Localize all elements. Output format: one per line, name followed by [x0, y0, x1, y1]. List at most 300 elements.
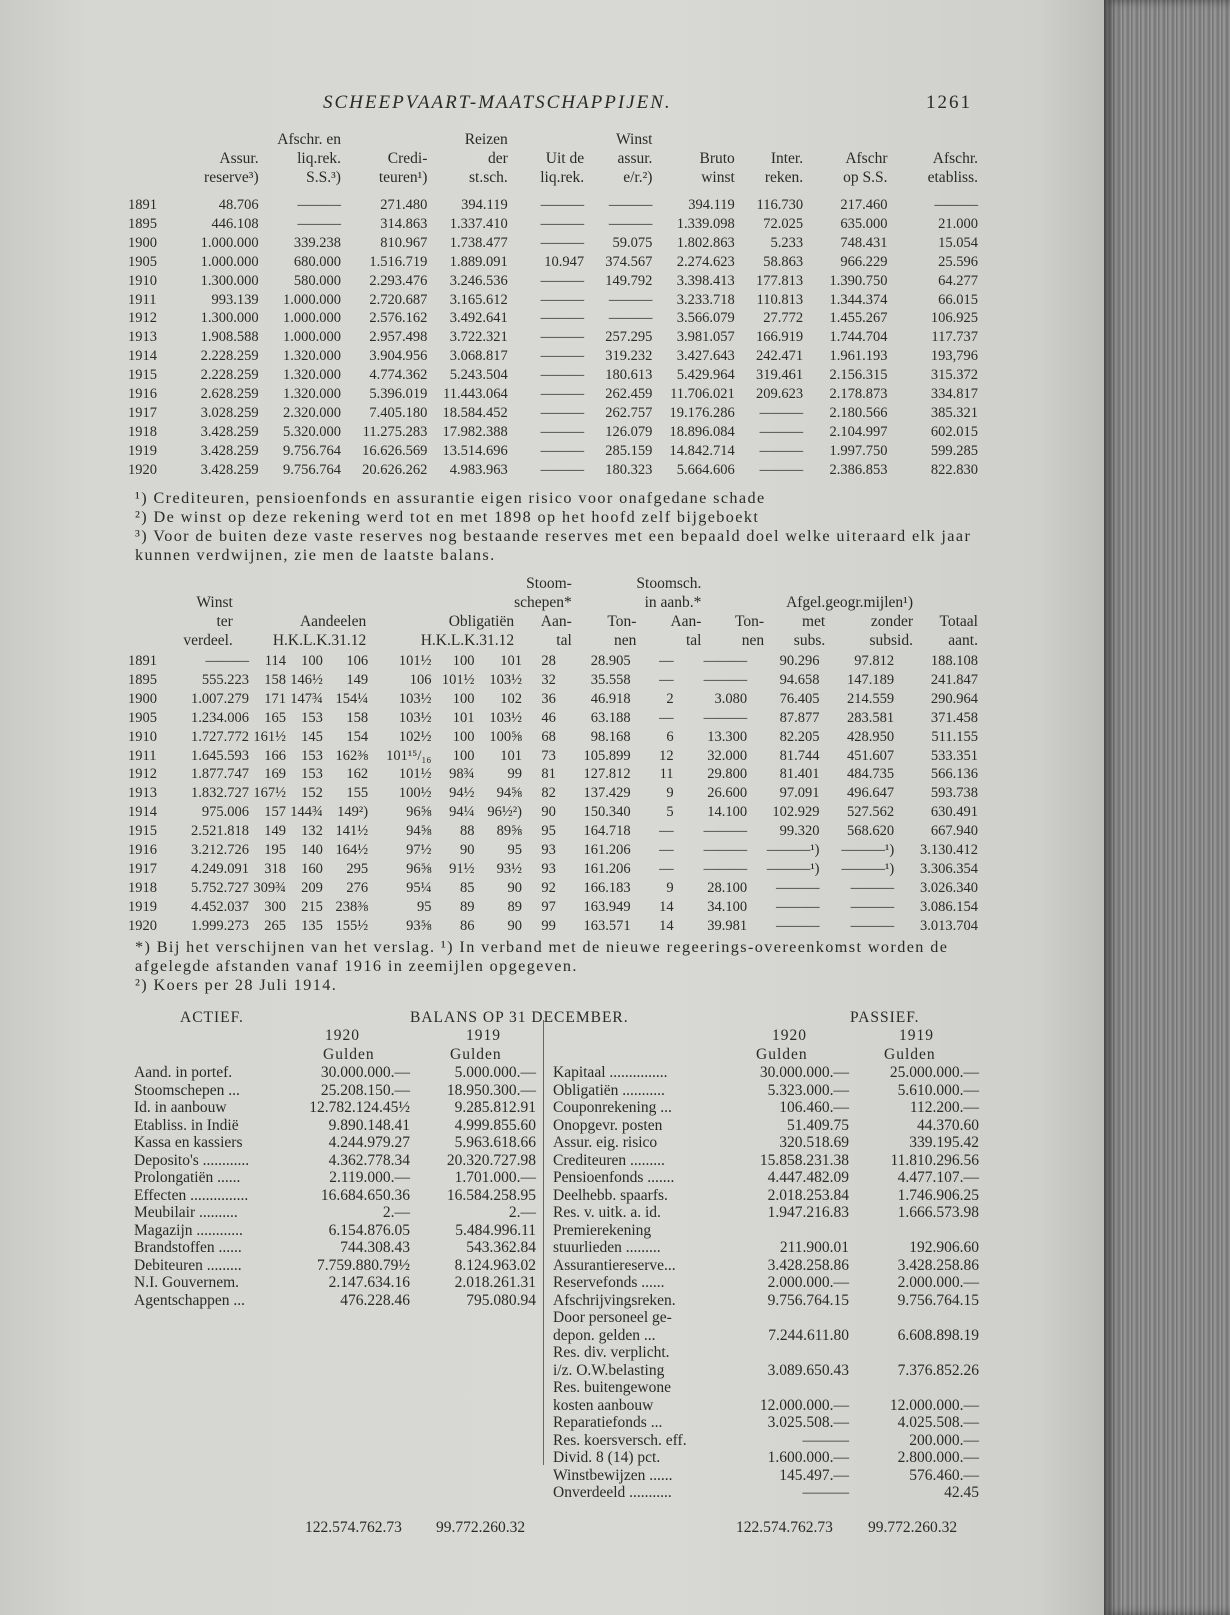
- balance-item-label: Kapitaal ...............: [553, 1064, 668, 1081]
- value-cell: —: [659, 823, 674, 840]
- balance-item-value: 11.810.296.56: [890, 1151, 979, 1169]
- value-cell: 46: [541, 709, 556, 726]
- header-cell: Totaal: [939, 613, 978, 630]
- value-cell: 102: [500, 690, 522, 707]
- balance-row: [134, 1152, 536, 1170]
- value-cell: 97.091: [779, 785, 820, 802]
- value-cell: 2.320.000: [282, 404, 341, 421]
- value-cell: 1.000.000: [200, 253, 259, 270]
- value-cell: 58.863: [763, 253, 804, 270]
- value-cell: 3.306.354: [920, 860, 978, 877]
- value-cell: 73: [541, 747, 556, 764]
- value-cell: 103½: [398, 709, 432, 726]
- value-cell: 101: [452, 709, 475, 726]
- value-cell: 3.233.718: [676, 291, 735, 308]
- value-cell: 144¾: [290, 804, 323, 821]
- table-row: [128, 690, 978, 709]
- value-cell: ———: [540, 215, 585, 232]
- balance-item-label: Magazijn ............: [134, 1221, 243, 1239]
- value-cell: 95: [541, 823, 556, 840]
- value-cell: 9.756.764: [282, 461, 341, 478]
- balance-item-label: Crediteuren .........: [553, 1151, 665, 1169]
- value-cell: 155: [346, 785, 369, 802]
- balance-item-value: 106.460.—: [779, 1099, 849, 1116]
- header-cell: reken.: [764, 169, 804, 186]
- value-cell: 99: [541, 917, 556, 934]
- value-cell: 3.212.726: [191, 842, 250, 859]
- value-cell: 1.320.000: [282, 348, 341, 365]
- balance-item-value: 339.195.42: [909, 1134, 979, 1151]
- year-cell: 1914: [128, 348, 157, 365]
- value-cell: 154¼: [335, 690, 369, 707]
- header-cell: Afgel.: [786, 594, 826, 611]
- value-cell: 1.337.410: [449, 215, 508, 232]
- header-cell: H.K.L.K.31.12: [272, 632, 367, 649]
- value-cell: 215: [301, 898, 323, 915]
- header-cell: met: [802, 613, 826, 630]
- year-cell: 1913: [128, 785, 157, 802]
- header-cell: nen: [614, 632, 637, 649]
- balance-item-label: Divid. 8 (14) pct.: [553, 1449, 661, 1466]
- balance-item-value: 4.999.855.60: [454, 1116, 536, 1134]
- balance-item-value: 6.154.876.05: [328, 1221, 410, 1239]
- value-cell: 4.983.963: [449, 461, 508, 478]
- header-cell: S.S.³): [306, 169, 341, 186]
- value-cell: 89: [507, 898, 522, 915]
- balance-row: [553, 1099, 979, 1117]
- value-cell: 1.300.000: [200, 310, 259, 327]
- value-cell: 385.321: [930, 404, 978, 421]
- balance-item-value: [733, 1379, 849, 1397]
- balance-row: [134, 1239, 536, 1257]
- balance-item-value: 7.244.611.80: [768, 1326, 849, 1344]
- value-cell: 34.100: [707, 898, 748, 915]
- value-cell: 1.344.374: [829, 291, 888, 308]
- value-cell: 2.228.259: [200, 367, 259, 384]
- value-cell: 14: [659, 917, 674, 934]
- value-cell: ———: [540, 329, 585, 346]
- table-row: [128, 709, 978, 728]
- value-cell: 4.249.091: [191, 860, 250, 877]
- value-cell: 318: [264, 860, 286, 877]
- value-cell: ———: [540, 386, 585, 403]
- value-cell: 680.000: [293, 253, 341, 270]
- table-row: [128, 917, 978, 936]
- year-cell: 1911: [128, 747, 157, 764]
- balance-item-value: 12.000.000.—: [759, 1396, 849, 1414]
- year-cell: 1900: [128, 234, 157, 251]
- value-cell: ———: [540, 442, 585, 459]
- value-cell: 26.600: [707, 785, 748, 802]
- value-cell: 149²): [337, 804, 369, 821]
- balance-row: [553, 1449, 979, 1467]
- value-cell: 262.459: [605, 386, 653, 403]
- value-cell: 91½: [449, 860, 475, 877]
- value-cell: 20.626.262: [362, 461, 428, 478]
- total-passief-1919: 99.772.260.32: [868, 1519, 958, 1536]
- value-cell: 975.006: [201, 804, 250, 821]
- value-cell: 153: [301, 709, 323, 726]
- table2-header: [128, 574, 978, 650]
- value-cell: 28.100: [707, 879, 748, 896]
- footnote: *) Bij het verschijnen van het verslag. ¹) In verband met de nieuwe regeerings-overeenkomst worden de afgelegde afstanden vanaf 1916 in zeemijlen opgegeven.: [135, 938, 949, 975]
- balance-item-value: 12.782.124.45½: [309, 1099, 410, 1116]
- balance-row: [553, 1152, 979, 1170]
- value-cell: 3.026.340: [920, 879, 978, 896]
- value-cell: 193,796: [930, 348, 978, 365]
- value-cell: 25.596: [938, 253, 978, 270]
- actief-unit-1920: Gulden: [323, 1046, 375, 1063]
- value-cell: ———: [703, 823, 748, 840]
- page-number: 1261: [926, 92, 972, 113]
- balance-item-label: Assur. eig. risico: [553, 1134, 658, 1151]
- value-cell: 16.626.569: [362, 442, 428, 459]
- balance-item-value: 192.906.60: [909, 1239, 979, 1256]
- value-cell: 214.559: [847, 690, 895, 707]
- header-cell: [913, 574, 978, 593]
- passief-unit-1919: Gulden: [884, 1046, 936, 1063]
- value-cell: 265: [264, 917, 286, 934]
- header-cell: Reizen: [464, 131, 508, 148]
- table-row: [128, 196, 978, 215]
- value-cell: 82: [541, 785, 556, 802]
- value-cell: 177.813: [755, 272, 804, 289]
- table1-footnotes: [135, 489, 975, 565]
- balance-item-value: 200.000.—: [909, 1431, 979, 1449]
- value-cell: 1.455.267: [829, 310, 888, 327]
- footnote: ²) De winst op deze rekening werd tot en met 1898 op het hoofd zelf bijgeboekt: [135, 508, 760, 526]
- year-cell: 1891: [128, 653, 157, 669]
- balance-title: BALANS OP 31 DECEMBER.: [410, 1009, 629, 1026]
- value-cell: 2.293.476: [369, 272, 428, 289]
- value-cell: 290.964: [930, 690, 978, 707]
- value-cell: 3.428.259: [200, 442, 259, 459]
- header-cell: Afschr. en: [277, 131, 341, 148]
- header-cell: geogr.mijlen¹): [825, 594, 913, 611]
- value-cell: 94¼: [449, 804, 475, 821]
- value-cell: 94½: [449, 785, 475, 802]
- value-cell: 496.647: [847, 785, 895, 802]
- balance-item-value: 2.147.634.16: [328, 1274, 410, 1291]
- value-cell: 110.813: [756, 291, 804, 308]
- balance-row: [134, 1292, 536, 1310]
- balance-item-label: Res. koersversch. eff.: [553, 1431, 687, 1449]
- header-cell: liq.rek.: [540, 169, 585, 186]
- balance-item-value: 5.323.000.—: [767, 1081, 849, 1099]
- value-cell: 3.130.412: [920, 842, 978, 859]
- header-cell: Afschr.: [932, 150, 978, 167]
- value-cell: 76.405: [779, 690, 820, 707]
- header-cell: ter: [216, 613, 233, 630]
- header-cell: subs.: [793, 632, 826, 649]
- year-cell: 1915: [128, 823, 157, 840]
- balance-item-value: [733, 1344, 849, 1362]
- value-cell: 158: [264, 671, 286, 688]
- table1-financials: [128, 196, 978, 480]
- value-cell: 2.957.498: [369, 329, 428, 346]
- passief-unit-1920: Gulden: [756, 1046, 808, 1063]
- value-cell: 810.967: [380, 234, 428, 251]
- value-cell: 319.461: [755, 367, 804, 384]
- balance-item-label: Premierekening: [553, 1221, 652, 1239]
- value-cell: ———: [608, 215, 653, 232]
- value-cell: 97½: [406, 842, 432, 859]
- balance-row: [553, 1467, 979, 1485]
- table-row: [128, 671, 978, 690]
- value-cell: 276: [346, 879, 369, 896]
- value-cell: 2.178.873: [829, 386, 888, 403]
- value-cell: 1.000.000: [200, 234, 259, 251]
- value-cell: 1.339.098: [676, 215, 735, 232]
- value-cell: 2.386.853: [829, 461, 888, 478]
- balance-item-label: Onopgevr. posten: [553, 1116, 663, 1134]
- value-cell: 137.429: [583, 785, 631, 802]
- balance-item-value: 2.—: [508, 1204, 536, 1221]
- value-cell: —: [659, 653, 674, 669]
- balance-item-label: Id. in aanbouw: [134, 1099, 227, 1116]
- header-cell: [128, 593, 157, 612]
- value-cell: 5.752.727: [191, 879, 250, 896]
- year-cell: 1912: [128, 766, 157, 783]
- value-cell: 93⅝: [406, 917, 432, 934]
- balance-item-value: 1.947.216.83: [767, 1204, 849, 1221]
- value-cell: 66.015: [938, 291, 978, 308]
- value-cell: 154: [346, 728, 369, 745]
- balance-item-value: 4.447.482.09: [767, 1169, 849, 1186]
- value-cell: 394.119: [688, 197, 735, 213]
- balance-item-value: [733, 1309, 849, 1327]
- balance-item-label: Res. v. uitk. a. id.: [553, 1204, 661, 1221]
- value-cell: 3.566.079: [676, 310, 735, 327]
- value-cell: 209: [301, 879, 323, 896]
- balance-item-value: 30.000.000.—: [320, 1064, 410, 1081]
- value-cell: 3.028.259: [200, 404, 259, 421]
- value-cell: 46.918: [590, 690, 631, 707]
- table-row: [128, 328, 978, 347]
- table-row: [128, 404, 978, 423]
- balance-item-value: [733, 1222, 849, 1240]
- value-cell: 209.623: [755, 386, 804, 403]
- value-cell: 81.744: [779, 747, 820, 764]
- balance-row: [553, 1397, 979, 1415]
- header-cell: Ton-: [735, 613, 765, 630]
- value-cell: 100: [452, 747, 475, 764]
- balance-row: [553, 1379, 979, 1397]
- balance-item-label: Obligatiën ...........: [553, 1081, 665, 1099]
- year-cell: 1920: [128, 461, 157, 478]
- value-cell: 32.000: [707, 747, 748, 764]
- header-cell: [168, 130, 258, 149]
- value-cell: 1.234.006: [191, 709, 250, 726]
- value-cell: ———: [776, 879, 820, 896]
- table-row: [128, 253, 978, 272]
- balance-item-value: 42.45: [944, 1484, 979, 1501]
- balance-item-value: 320.518.69: [779, 1134, 849, 1151]
- value-cell: 147¾: [290, 690, 323, 707]
- value-cell: 17.982.388: [442, 423, 508, 440]
- header-cell: Afschr: [845, 150, 888, 167]
- value-cell: ———: [703, 860, 748, 877]
- running-header: SCHEEPVAART-MAATSCHAPPIJEN.: [323, 92, 672, 113]
- value-cell: 21.000: [938, 215, 978, 232]
- value-cell: 140: [301, 842, 323, 859]
- value-cell: 93: [541, 860, 556, 877]
- total-actief-1920: 122.574.762.73: [305, 1519, 402, 1536]
- value-cell: 90.296: [779, 653, 820, 669]
- value-cell: 966.229: [840, 253, 888, 270]
- value-cell: 68: [541, 728, 556, 745]
- header-cell: schepen*: [514, 594, 572, 611]
- balance-item-label: Pensioenfonds .......: [553, 1169, 675, 1186]
- header-cell: [508, 130, 584, 149]
- balance-item-value: 4.477.107.—: [897, 1169, 979, 1186]
- value-cell: 167½: [253, 785, 286, 802]
- value-cell: 566.136: [930, 766, 978, 783]
- value-cell: 102½: [398, 728, 432, 745]
- header-cell: [888, 130, 979, 149]
- value-cell: 394.119: [461, 197, 508, 213]
- value-cell: 146½: [290, 671, 323, 688]
- footnote: ²) Koers per 28 Juli 1914.: [135, 976, 338, 994]
- value-cell: 155½: [335, 917, 369, 934]
- value-cell: 334.817: [930, 386, 978, 403]
- value-cell: 163.949: [583, 898, 631, 915]
- balance-item-value: 9.890.148.41: [328, 1116, 410, 1134]
- value-cell: 339.238: [293, 234, 341, 251]
- value-cell: ———: [608, 310, 653, 327]
- value-cell: 271.480: [380, 197, 428, 213]
- value-cell: 35.558: [590, 671, 631, 688]
- value-cell: 5.429.964: [676, 367, 735, 384]
- value-cell: ———: [540, 234, 585, 251]
- table-row: [128, 841, 978, 860]
- value-cell: 153: [301, 747, 323, 764]
- value-cell: ———: [759, 461, 804, 478]
- value-cell: 993.139: [211, 291, 259, 308]
- value-cell: —: [659, 671, 674, 688]
- value-cell: ———: [540, 272, 585, 289]
- table2-fleet: [128, 652, 978, 936]
- balance-item-value: 112.200.—: [909, 1099, 979, 1116]
- value-cell: 149: [346, 671, 369, 688]
- value-cell: 117.737: [931, 329, 978, 346]
- value-cell: 106: [409, 671, 432, 688]
- header-cell: [652, 130, 734, 149]
- value-cell: ———: [703, 671, 748, 688]
- balance-row: [553, 1064, 979, 1082]
- value-cell: 3.080: [714, 690, 748, 707]
- value-cell: 5.243.504: [449, 367, 508, 384]
- value-cell: ———: [703, 842, 748, 859]
- value-cell: ———: [540, 310, 585, 327]
- value-cell: 2.720.687: [369, 291, 428, 308]
- header-cell: Assur.: [219, 150, 259, 167]
- year-cell: 1920: [128, 917, 157, 934]
- value-cell: 149: [264, 823, 286, 840]
- header-row: [128, 574, 978, 593]
- value-cell: 3.722.321: [449, 329, 508, 346]
- balance-item-value: 744.308.43: [340, 1239, 410, 1256]
- value-cell: 97: [541, 898, 556, 915]
- balance-item-value: 145.497.—: [779, 1466, 849, 1484]
- value-cell: 103½: [398, 690, 432, 707]
- balance-item-value: 1.746.906.25: [897, 1186, 979, 1204]
- value-cell: ———¹): [766, 860, 820, 877]
- header-cell: Aan-: [670, 613, 702, 630]
- value-cell: 1.999.273: [191, 917, 250, 934]
- header-cell: Aan-: [540, 613, 572, 630]
- value-cell: 158: [346, 709, 369, 726]
- value-cell: ———: [540, 348, 585, 365]
- table-row: [128, 366, 978, 385]
- value-cell: 371.458: [930, 709, 978, 726]
- balance-item-value: 4.244.979.27: [328, 1134, 410, 1151]
- header-cell: tal: [556, 632, 572, 649]
- value-cell: 593.738: [930, 785, 978, 802]
- balance-item-label: Aand. in portef.: [134, 1064, 233, 1081]
- value-cell: 527.562: [847, 804, 895, 821]
- balance-item-value: 44.370.60: [917, 1116, 979, 1134]
- value-cell: 9: [666, 879, 674, 896]
- value-cell: 96⅝: [406, 804, 432, 821]
- value-cell: 81.401: [779, 766, 820, 783]
- header-cell: etabliss.: [927, 169, 978, 186]
- balance-item-value: 25.208.150.—: [320, 1081, 410, 1099]
- header-cell: Stoomsch.: [636, 575, 702, 592]
- header-row: [128, 168, 978, 187]
- value-cell: 114: [264, 653, 286, 669]
- value-cell: 1.000.000: [282, 329, 341, 346]
- value-cell: 63.188: [590, 709, 631, 726]
- value-cell: 2.228.259: [200, 348, 259, 365]
- balance-item-label: Door personeel ge-: [553, 1309, 672, 1326]
- header-cell: Winst: [616, 131, 653, 148]
- value-cell: 10.947: [544, 253, 585, 270]
- value-cell: 5: [666, 804, 674, 821]
- header-cell: nen: [741, 632, 765, 649]
- header-cell: Uit de: [545, 150, 585, 167]
- balance-item-label: Res. div. verplicht.: [553, 1344, 670, 1361]
- value-cell: 101: [500, 653, 522, 669]
- balance-item-value: 51.409.75: [787, 1116, 849, 1134]
- value-cell: 166.919: [755, 329, 804, 346]
- header-cell: [701, 574, 764, 593]
- table-row: [128, 898, 978, 917]
- balance-item-value: 6.608.898.19: [897, 1326, 979, 1344]
- value-cell: ———: [850, 898, 895, 915]
- value-cell: 36: [541, 690, 556, 707]
- balance-item-label: Assurantiereserve...: [553, 1256, 676, 1274]
- balance-item-label: depon. gelden ...: [553, 1326, 656, 1344]
- table-row: [128, 309, 978, 328]
- balance-row: [553, 1414, 979, 1432]
- value-cell: 135: [301, 917, 323, 934]
- value-cell: ———¹): [841, 860, 895, 877]
- header-cell: winst: [701, 169, 735, 186]
- header-cell: teuren¹): [378, 169, 428, 186]
- balance-item-value: [849, 1222, 979, 1240]
- balance-row: [134, 1064, 536, 1082]
- header-cell: [572, 593, 637, 612]
- value-cell: 100: [452, 690, 475, 707]
- table-row: [128, 215, 978, 234]
- value-cell: 555.223: [201, 671, 250, 688]
- value-cell: 630.491: [930, 804, 978, 821]
- balance-row: [553, 1082, 979, 1100]
- header-cell: [128, 149, 168, 168]
- value-cell: 82.205: [779, 728, 820, 745]
- value-cell: ———: [540, 423, 585, 440]
